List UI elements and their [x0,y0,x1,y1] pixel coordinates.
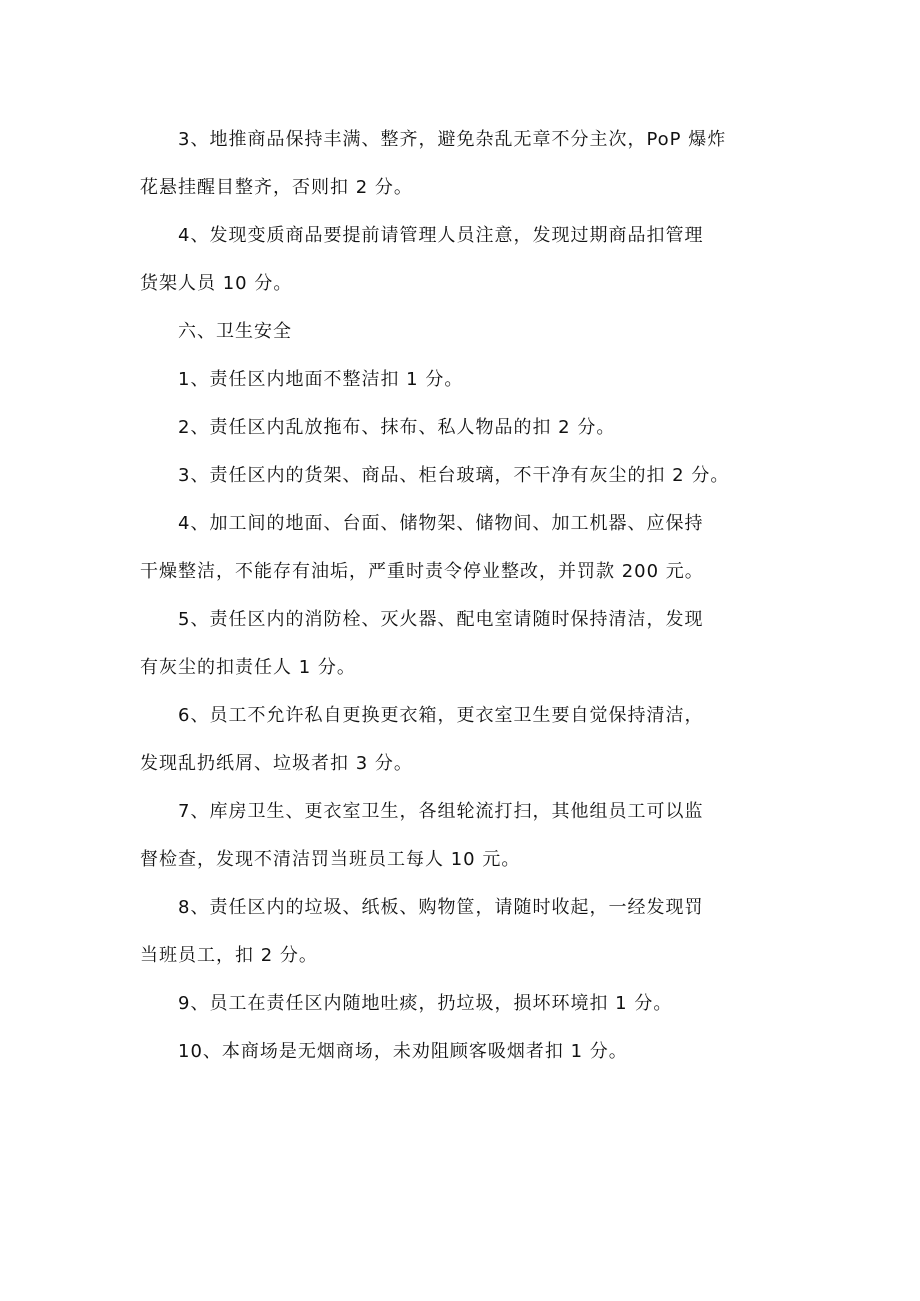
paragraph-line: 发现乱扔纸屑、垃圾者扣 3 分。 [140,753,413,774]
paragraph-line: 7、库房卫生、更衣室卫生，各组轮流打扫，其他组员工可以监 [178,801,704,822]
paragraph-line: 干燥整洁，不能存有油垢，严重时责令停业整改，并罚款 200 元。 [140,561,704,582]
paragraph-hygiene-rule-6 [140,692,800,788]
paragraph-hygiene-rule-9 [140,980,800,1028]
paragraph-line: 1、责任区内地面不整洁扣 1 分。 [178,369,464,390]
paragraph-line: 9、员工在责任区内随地吐痰，扔垃圾，损坏环境扣 1 分。 [178,993,673,1014]
paragraph-line: 3、地推商品保持丰满、整齐，避免杂乱无章不分主次，PoP 爆炸 [178,129,727,150]
paragraph-line: 10、本商场是无烟商场，未劝阻顾客吸烟者扣 1 分。 [178,1041,628,1062]
paragraph-rule-4-spoiled-goods [140,212,800,308]
paragraph-hygiene-rule-7 [140,788,800,884]
paragraph-hygiene-rule-1 [140,356,800,404]
paragraph-hygiene-rule-8 [140,884,800,980]
paragraph-line: 5、责任区内的消防栓、灭火器、配电室请随时保持清洁，发现 [178,609,704,630]
section-heading-hygiene-safety [140,308,800,356]
section-heading: 六、卫生安全 [178,321,292,342]
paragraph-line: 货架人员 10 分。 [140,273,293,294]
paragraph-line: 督检查，发现不清洁罚当班员工每人 10 元。 [140,849,521,870]
paragraph-line: 3、责任区内的货架、商品、柜台玻璃，不干净有灰尘的扣 2 分。 [178,465,730,486]
paragraph-line: 4、加工间的地面、台面、储物架、储物间、加工机器、应保持 [178,513,704,534]
paragraph-line: 当班员工，扣 2 分。 [140,945,318,966]
paragraph-hygiene-rule-3 [140,452,800,500]
paragraph-line: 6、员工不允许私自更换更衣箱，更衣室卫生要自觉保持清洁， [178,705,704,726]
paragraph-line: 2、责任区内乱放拖布、抹布、私人物品的扣 2 分。 [178,417,616,438]
paragraph-rule-3-merchandise-display [140,116,800,212]
paragraph-hygiene-rule-4 [140,500,800,596]
paragraph-line: 花悬挂醒目整齐，否则扣 2 分。 [140,177,413,198]
paragraph-hygiene-rule-5 [140,596,800,692]
paragraph-line: 8、责任区内的垃圾、纸板、购物筐，请随时收起，一经发现罚 [178,897,704,918]
paragraph-hygiene-rule-10 [140,1028,800,1076]
paragraph-hygiene-rule-2 [140,404,800,452]
paragraph-line: 有灰尘的扣责任人 1 分。 [140,657,356,678]
paragraph-line: 4、发现变质商品要提前请管理人员注意，发现过期商品扣管理 [178,225,704,246]
document-body [140,116,800,1076]
